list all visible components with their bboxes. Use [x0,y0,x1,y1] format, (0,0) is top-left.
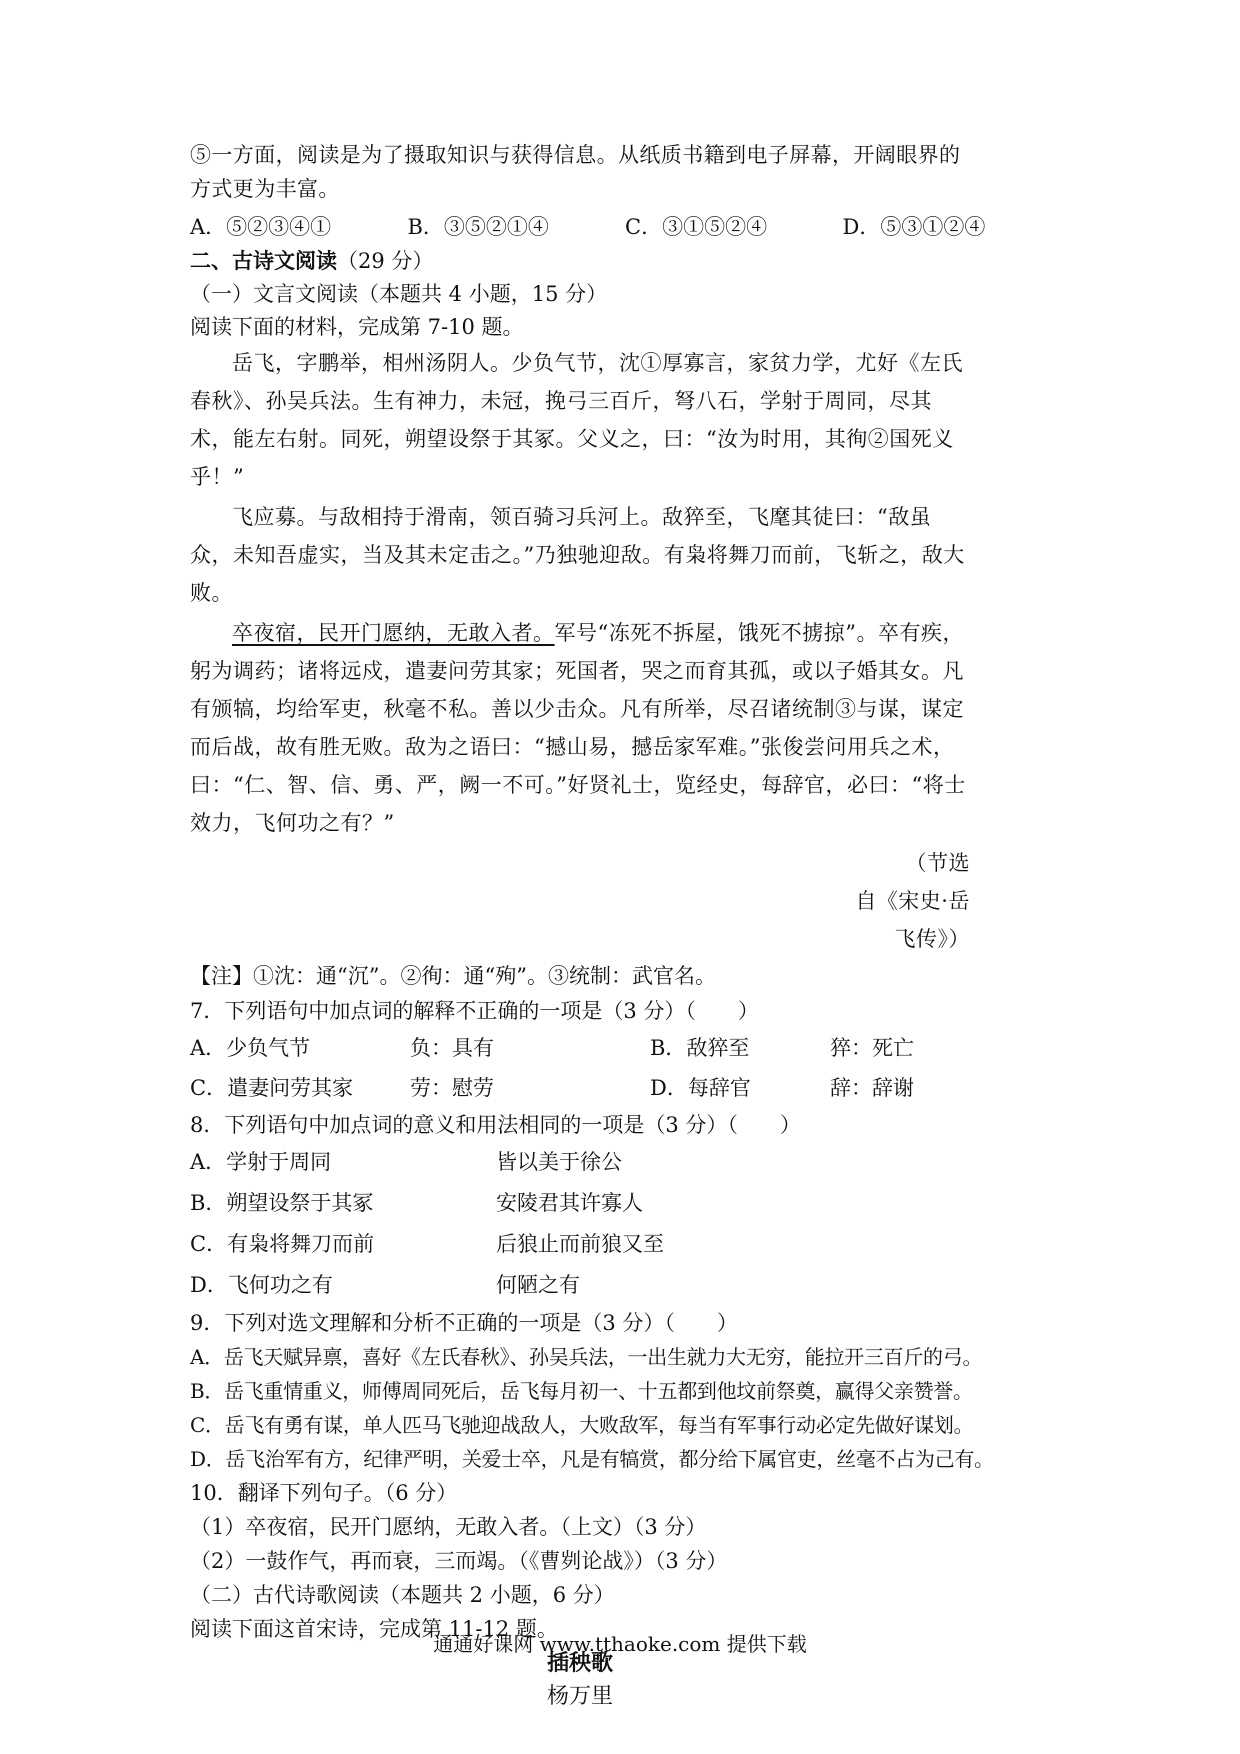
option-c: C．③①⑤②④ [625,215,768,239]
q8-option-c-compare: 后狼止而前狼又至 [496,1232,664,1256]
subsection-1-heading: （一）文言文阅读（本题共 4 小题，15 分） [190,282,608,306]
q10-item-1: （1）卒夜宿，民开门愿纳，无敢入者。（上文）（3 分） [190,1515,707,1539]
passage-source [190,844,970,958]
q9-option-d: D．岳飞治军有方，纪律严明，关爱士卒，凡是有犒赏，都分给下属官吏，丝毫不占为己有。 [190,1447,994,1471]
passage-paragraph-2: 飞应募。与敌相持于滑南，领百骑习兵河上。敌猝至，飞麾其徒曰：“敌虽众，未知吾虚实，当及其未定击之。”乃独驰迎敌。有枭将舞刀而前，飞斩之，敌大败。 [190,505,965,605]
q10-item-2: （2）一鼓作气，再而衰，三而竭。（《曹刿论战》）（3 分） [190,1549,728,1573]
q8-option-d-compare: 何陋之有 [496,1273,580,1297]
option-b: B．③⑤②①④ [407,215,549,239]
section-2-heading [190,244,1060,278]
q8-option-a: A．学射于周同 [190,1150,332,1174]
q9-option-c: C．岳飞有勇有谋，单人匹马飞驰迎战敌人，大败敌军，每当有军事行动必定先做好谋划。 [190,1413,974,1437]
source-line-1: （节选 [905,851,970,875]
question-8-row [190,1183,1060,1224]
option-a: A．⑤②③④① [190,215,332,239]
poem-title: 插秧歌 [546,1650,613,1676]
source-line-3: 飞传》） [894,927,970,951]
item-5-text: ⑤一方面，阅读是为了摄取知识与获得信息。从纸质书籍到电子屏幕，开阔眼界的方式更为丰富。 [190,143,961,201]
question-8-row [190,1142,1060,1183]
q7-option-c: C．遣妻问劳其家 [190,1076,354,1100]
q8-option-a-compare: 皆以美于徐公 [496,1150,622,1174]
source-line-2: 自《宋史·岳 [855,889,970,913]
q7-option-c-gloss: 劳：慰劳 [410,1076,494,1100]
q7-option-a-gloss: 负：具有 [410,1036,494,1060]
question-7-stem: 7．下列语句中加点词的解释不正确的一项是（3 分）（ ） [190,999,759,1023]
passage-paragraph-3-rest: 军号“冻死不拆屋，饿死不掳掠”。卒有疾，躬为调药；诸将远戍，遣妻问劳其家；死国者，哭之而育其孤，或以子婚其女。凡有颁犒，均给军吏，秋毫不私。善以少击众。凡有所举，尽召诸统制③与谋，谋定而后战，故有胜无败。敌为之语曰：“撼山易，撼岳家军难。”张俊尝问用兵之术，曰：“仁、智、信、勇、严，阙一不可。”好贤礼士，览经史，每辞官，必曰：“将士效力，飞何功之有？” [190,621,966,835]
q7-option-b-gloss: 猝：死亡 [830,1036,914,1060]
passage-paragraph-1: 岳飞，字鹏举，相州汤阴人。少负气节，沈①厚寡言，家贫力学，尤好《左氏春秋》、孙吴兵法。生有神力，未冠，挽弓三百斤，弩八石，学射于周同，尽其术，能左右射。同死，朔望设祭于其冢。父义之，曰：“汝为时用，其徇②国死义乎！” [190,351,963,489]
section-2-title: 二、古诗文阅读 [190,248,337,273]
annotation-note: 【注】①沈：通“沉”。②徇：通“殉”。③统制：武官名。 [190,964,716,988]
question-7-row [190,1028,1060,1068]
footer-credit: 通通好课网 www.tthaoke.com 提供下载 [433,1632,807,1656]
section-2-score: （29 分） [337,249,434,273]
question-8-row [190,1224,1060,1265]
q7-option-a: A．少负气节 [190,1036,311,1060]
poem-author: 杨万里 [546,1684,613,1709]
question-8-stem: 8．下列语句中加点词的意义和用法相同的一项是（3 分）（ ） [190,1113,801,1137]
q9-option-a: A．岳飞天赋异禀，喜好《左氏春秋》、孙吴兵法，一出生就力大无穷，能拉开三百斤的弓。 [190,1345,983,1369]
q7-option-b: B．敌猝至 [650,1036,750,1060]
underlined-sentence: 卒夜宿，民开门愿纳，无敢入者。 [232,621,555,645]
question-8-row [190,1265,1060,1306]
q8-option-d: D．飞何功之有 [190,1273,333,1297]
q7-option-d: D．每辞官 [650,1076,751,1100]
question-9-stem: 9．下列对选文理解和分析不正确的一项是（3 分）（ ） [190,1311,738,1335]
question-10-stem: 10．翻译下列句子。（6 分） [190,1481,458,1505]
q8-option-b-compare: 安陵君其许寡人 [496,1191,643,1215]
passage-paragraph-3 [190,614,970,842]
poem-instruction: 阅读下面这首宋诗，完成第 11-12 题。 [190,1617,558,1641]
q8-option-c: C．有枭将舞刀而前 [190,1232,375,1256]
q9-option-b: B．岳飞重情重义，师傅周同死后，岳飞每月初一、十五都到他坟前祭奠，赢得父亲赞誉。 [190,1379,973,1403]
q7-option-d-gloss: 辞：辞谢 [830,1076,914,1100]
ordering-options [190,210,1060,244]
passage-instruction: 阅读下面的材料，完成第 7-10 题。 [190,315,524,339]
question-7-row [190,1068,1060,1108]
subsection-2-heading: （二）古代诗歌阅读（本题共 2 小题，6 分） [190,1583,615,1607]
classical-passage [190,344,970,958]
q8-option-b: B．朔望设祭于其冢 [190,1191,374,1215]
document-page [190,138,1060,1714]
option-d: D．⑤③①②④ [842,215,986,239]
